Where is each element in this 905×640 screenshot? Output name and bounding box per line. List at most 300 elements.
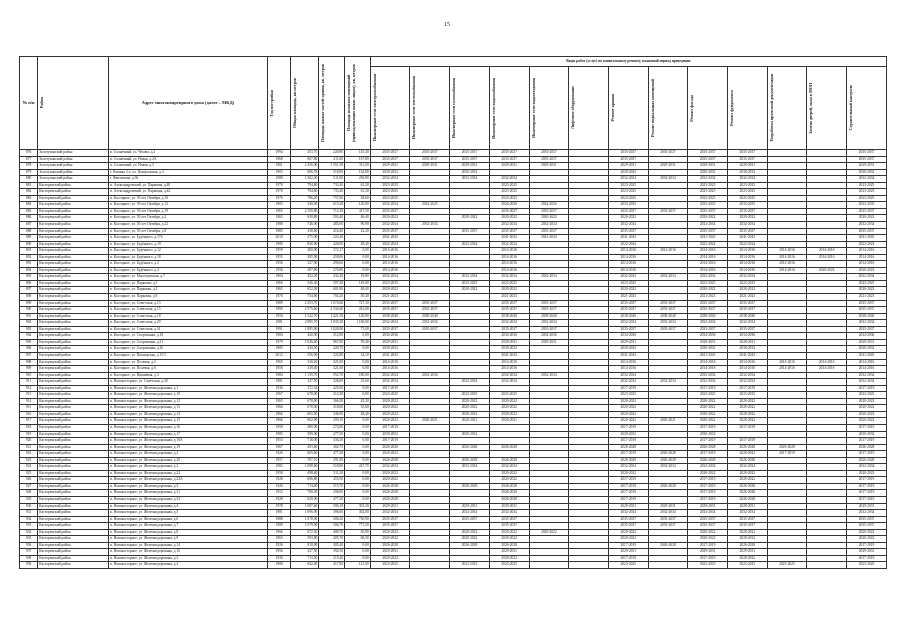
row-work-period-4: 2035-2037 (529, 150, 569, 157)
row-work-period-0: 2021-2023 (370, 294, 410, 301)
row-work-period-0: 2035-2037 (370, 523, 410, 530)
row-work-period-12: 2023-2025 (847, 195, 887, 202)
row-work-period-3: 2041-2043 (489, 352, 529, 359)
row-district: Касторенский район (38, 294, 109, 301)
row-nonliving-area: 0,00 (345, 451, 371, 458)
row-work-period-3: 2020-2022 (489, 529, 529, 536)
row-living-area: 477,20 (319, 451, 345, 458)
row-address: п. Новокасторное, ул. Советская, д.20 (109, 379, 268, 386)
row-nonliving-area: 61,20 (345, 189, 371, 196)
row-work-period-0: 2035-2037 (370, 150, 410, 157)
row-work-period-4: 2035-2037 (529, 307, 569, 314)
row-district: Касторенский район (38, 438, 109, 445)
row-district: Касторенский район (38, 280, 109, 287)
row-address: п. Касторное, ул. 50 лет Октября, д.22 (109, 222, 268, 229)
row-work-period-1: 2035-2037 (410, 300, 450, 307)
row-work-period-6: 2033-2035 (608, 202, 648, 209)
row-living-area: 432,40 (319, 274, 345, 281)
row-nonliving-area: 1 100,00 (345, 320, 371, 327)
row-num: 933 (20, 523, 38, 530)
row-nonliving-area: 0,00 (345, 254, 371, 261)
row-work-period-12: 2023-2025 (847, 392, 887, 399)
row-living-area: 455,50 (319, 477, 345, 484)
row-total-area: 1 079,00 (291, 523, 319, 530)
row-nonliving-area: 0,00 (345, 366, 371, 373)
row-num: 883 (20, 195, 38, 202)
row-work-period-2: 2032-2034 (450, 274, 490, 281)
row-work-period-8: 2029-2031 (688, 549, 728, 556)
row-work-period-9: 2014-2016 (727, 267, 767, 274)
row-total-area: 842,40 (291, 562, 319, 569)
row-work-period-0: 2032-2034 (370, 510, 410, 517)
row-work-period-12: 2017-2019 (847, 490, 887, 497)
row-work-period-6: 2017-2019 (608, 451, 648, 458)
row-work-period-12: 2026-2028 (847, 457, 887, 464)
row-num: 938 (20, 555, 38, 562)
row-work-period-2: 2020-2022 (450, 287, 490, 294)
row-num: 894 (20, 267, 38, 274)
row-work-period-12: 2020-2022 (847, 398, 887, 405)
row-living-area: 601,90 (319, 287, 345, 294)
row-living-area: 318,60 (319, 405, 345, 412)
row-work-period-2: 2026-2028 (450, 542, 490, 549)
header-work-5: Лифтовое оборудование (569, 67, 609, 150)
row-nonliving-area: 301,20 (345, 503, 371, 510)
row-living-area: 417,00 (319, 562, 345, 569)
row-total-area: 678,00 (291, 392, 319, 399)
row-work-period-9: 2023-2025 (727, 392, 767, 399)
row-address: п. Новокасторное, ул. Железнодорожная, д.12 (109, 398, 268, 405)
row-district: Касторенский район (38, 516, 109, 523)
row-address: п. Новокасторное, ул. Железнодорожная, д.31 (109, 490, 268, 497)
row-work-period-12: 2021-2023 (847, 294, 887, 301)
row-work-period-6: 2020-2022 (608, 398, 648, 405)
row-address: п. Касторное, ул. Будённого, д.18 (109, 254, 268, 261)
row-num: 928 (20, 490, 38, 497)
row-work-period-4 (529, 562, 569, 569)
row-work-period-2: 2026-2028 (450, 457, 490, 464)
row-work-period-12: 2023-2025 (847, 280, 887, 287)
header-work-10: Разработка проектной документации (767, 67, 807, 150)
row-num: 920 (20, 438, 38, 445)
row-year: 1988 (267, 516, 291, 523)
row-total-area: 794,60 (291, 182, 319, 189)
row-work-period-8: 2017-2019 (688, 555, 728, 562)
row-work-period-7: 2026-2028 (648, 457, 688, 464)
row-work-period-6: 2035-2037 (608, 300, 648, 307)
row-district: Касторенский район (38, 267, 109, 274)
row-work-period-3: 2020-2022 (489, 411, 529, 418)
row-total-area: 810,00 (291, 542, 319, 549)
row-work-period-2: 2020-2022 (450, 411, 490, 418)
row-living-area: 336,20 (319, 438, 345, 445)
row-total-area: 2 575,60 (291, 307, 319, 314)
row-work-period-0: 2035-2037 (370, 208, 410, 215)
row-total-area: 438,60 (291, 228, 319, 235)
row-num: 932 (20, 516, 38, 523)
row-nonliving-area: 35,60 (345, 405, 371, 412)
row-work-period-0: 2029-2031 (370, 503, 410, 510)
row-work-period-8: 2020-2022 (688, 398, 728, 405)
row-work-period-8: 2032-2034 (688, 274, 728, 281)
row-work-period-10: 2014-2016 (767, 261, 807, 268)
row-address: п. Новокасторное, ул. Железнодорожная, д.2 (109, 555, 268, 562)
row-nonliving-area: 417,50 (345, 208, 371, 215)
row-work-period-2: 2035-2037 (450, 156, 490, 163)
row-total-area: 420,00 (291, 333, 319, 340)
row-work-period-6: 2023-2025 (608, 280, 648, 287)
row-work-period-0: 2029-2031 (370, 549, 410, 556)
row-year: 1926 (267, 483, 291, 490)
row-work-period-8: 2020-2022 (688, 529, 728, 536)
row-work-period-2: 2032-2034 (450, 176, 490, 183)
row-address: п. Новокасторное, ул. Железнодорожная, д.7 (109, 523, 268, 530)
row-work-period-0: 2032-2034 (370, 320, 410, 327)
row-work-period-3: 2034-2036 (489, 333, 529, 340)
row-nonliving-area: 48,40 (345, 411, 371, 418)
row-work-period-3: 2023-2025 (489, 562, 529, 569)
row-work-period-6: 2014-2016 (608, 267, 648, 274)
row-work-period-3: 2029-2031 (489, 163, 529, 170)
row-work-period-6: 2032-2034 (608, 372, 648, 379)
row-nonliving-area: 60,30 (345, 536, 371, 543)
row-year: 1981 (267, 320, 291, 327)
header-work-12: Строительный контроль (847, 67, 887, 150)
row-work-period-12: 2029-2031 (847, 339, 887, 346)
row-work-period-6: 2023-2025 (608, 189, 648, 196)
row-work-period-9: 2035-2037 (727, 307, 767, 314)
row-address: п. Новокасторное, ул. Железнодорожная, д.33 (109, 496, 268, 503)
row-total-area: 452,20 (291, 274, 319, 281)
row-work-period-9: 2035-2037 (727, 300, 767, 307)
row-work-period-0: 2022-2024 (370, 241, 410, 248)
row-living-area: 305,40 (319, 542, 345, 549)
row-work-period-0: 2020-2022 (370, 529, 410, 536)
row-work-period-8: 2023-2025 (688, 189, 728, 196)
row-work-period-12: 2023-2025 (847, 189, 887, 196)
row-address: п. Касторное, ул. Спортивная, д.18 (109, 333, 268, 340)
row-num: 901 (20, 313, 38, 320)
row-work-period-3: 2038-2040 (489, 313, 529, 320)
row-work-period-0: 2023-2025 (370, 562, 410, 569)
row-work-period-7: 2026-2028 (648, 483, 688, 490)
row-year: 1968 (267, 156, 291, 163)
row-work-period-0: 2035-2037 (370, 300, 410, 307)
row-work-period-3: 2035-2037 (489, 150, 529, 157)
row-year: 1970 (267, 294, 291, 301)
row-year: 1926 (267, 542, 291, 549)
row-num: 929 (20, 496, 38, 503)
row-work-period-2: 2020-2022 (450, 529, 490, 536)
row-work-period-7: 2035-2037 (648, 523, 688, 530)
row-work-period-3: 2035-2037 (489, 516, 529, 523)
row-total-area: 1 087,40 (291, 503, 319, 510)
row-living-area: 372,37 (319, 248, 345, 255)
row-nonliving-area: 120,00 (345, 313, 371, 320)
row-district: Касторенский район (38, 320, 109, 327)
row-work-period-1: 2032-2034 (410, 320, 450, 327)
row-address: п. Касторное, ул. Советская, д.29 (109, 320, 268, 327)
row-work-period-3: 2026-2028 (489, 457, 529, 464)
row-num: 899 (20, 300, 38, 307)
row-work-period-12: 2020-2022 (847, 536, 887, 543)
row-district: Касторенский район (38, 405, 109, 412)
row-total-area: 867,80 (291, 156, 319, 163)
row-work-period-12: 2032-2034 (847, 464, 887, 471)
row-address: п. Новокасторное, ул. Железнодорожная, д.8 (109, 529, 268, 536)
row-total-area: 593,80 (291, 536, 319, 543)
row-nonliving-area: 0,00 (345, 392, 371, 399)
row-work-period-4: 2020-2022 (529, 529, 569, 536)
row-num: 925 (20, 470, 38, 477)
header-living-area: Площадь жилых частей здания, кв. метров (319, 57, 345, 150)
row-year: 1928 (267, 477, 291, 484)
row-district: Касторенский район (38, 222, 109, 229)
row-total-area: 707,10 (291, 457, 319, 464)
row-total-area: 407,60 (291, 267, 319, 274)
row-work-period-8: 2017-2019 (688, 542, 728, 549)
row-nonliving-area: 241,00 (345, 307, 371, 314)
row-address: п. Новокасторное, ул. Железнодорожная, д.22 (109, 470, 268, 477)
row-work-period-4: 2041-2043 (529, 235, 569, 242)
row-nonliving-area: 0,00 (345, 490, 371, 497)
row-work-period-12: 2020-2022 (847, 215, 887, 222)
header-nonliving-area: Площадь нежилых помещений (принадлежащих иным лицам), кв. метров (345, 57, 371, 150)
row-work-period-8: 2029-2031 (688, 163, 728, 170)
row-nonliving-area: 0,00 (345, 418, 371, 425)
row-district: Касторенский район (38, 202, 109, 209)
row-work-period-0: 2041-2043 (370, 235, 410, 242)
row-total-area: 285,90 (291, 254, 319, 261)
row-work-period-3: 2032-2034 (489, 510, 529, 517)
row-district: Касторенский район (38, 562, 109, 569)
row-work-period-9: 2020-2022 (727, 451, 767, 458)
row-total-area: 540,30 (291, 202, 319, 209)
row-total-area: 1 895,90 (291, 326, 319, 333)
row-work-period-9: 2035-2037 (727, 326, 767, 333)
row-total-area: 629,00 (291, 496, 319, 503)
row-nonliving-area: 0,00 (345, 424, 371, 431)
row-num: 907 (20, 352, 38, 359)
row-work-period-10: 2014-2016 (767, 366, 807, 373)
row-total-area: 652,30 (291, 287, 319, 294)
row-address: п. Касторное, ул. Мясоедовская, д.7 (109, 274, 268, 281)
row-work-period-0: 2023-2025 (370, 195, 410, 202)
row-address: п. Новокасторное, ул. Железнодорожная, д.5 (109, 510, 268, 517)
row-work-period-10: 2014-2016 (767, 254, 807, 261)
row-address: п. Новокасторное, ул. Железнодорожная, д.4 (109, 562, 268, 569)
row-year: 1965 (267, 287, 291, 294)
row-work-period-3: 2026-2028 (489, 483, 529, 490)
row-address: п. Касторное, ул. Спортивная, д.31 (109, 339, 268, 346)
row-work-period-8: 2023-2025 (688, 562, 728, 569)
row-work-period-3: 2014-2016 (489, 366, 529, 373)
row-district: Касторенский район (38, 352, 109, 359)
row-work-period-6: 2026-2028 (608, 444, 648, 451)
row-total-area: 2 353,70 (291, 300, 319, 307)
header-work-11: Замена дверей, окон в МОП (807, 67, 847, 150)
header-work-9: Ремонт фундамента (727, 67, 767, 150)
row-num: 919 (20, 431, 38, 438)
row-work-period-8: 2035-2037 (688, 150, 728, 157)
row-nonliving-area: 0,00 (345, 457, 371, 464)
row-work-period-4: 2035-2037 (529, 300, 569, 307)
row-total-area: 327,50 (291, 379, 319, 386)
row-year: 1985 (267, 346, 291, 353)
row-work-period-8: 2017-2019 (688, 483, 728, 490)
row-address: п. Касторное, ул. Спортивная, д.26 (109, 346, 268, 353)
row-num: 889 (20, 235, 38, 242)
row-year: 1965 (267, 169, 291, 176)
row-year: 1981 (267, 379, 291, 386)
row-work-period-6: 2029-2031 (608, 163, 648, 170)
row-work-period-0: 2017-2019 (370, 438, 410, 445)
row-total-area: 546,40 (291, 280, 319, 287)
row-work-period-6: 2020-2022 (608, 470, 648, 477)
row-work-period-3: 2021-2023 (489, 294, 529, 301)
row-living-area: 518,80 (319, 464, 345, 471)
row-total-area: 1 026,40 (291, 339, 319, 346)
row-year: 1985 (267, 431, 291, 438)
row-district: Касторенский район (38, 470, 109, 477)
row-work-period-6: 2032-2034 (608, 320, 648, 327)
row-living-area: 299,10 (319, 418, 345, 425)
row-district: Касторенский район (38, 398, 109, 405)
row-work-period-3: 2035-2037 (489, 326, 529, 333)
row-work-period-3: 2023-2025 (489, 195, 529, 202)
row-work-period-6: 2014-2016 (608, 261, 648, 268)
row-work-period-0: 2034-2036 (370, 333, 410, 340)
row-work-period-4: 2032-2034 (529, 222, 569, 229)
row-work-period-12: 2029-2031 (847, 549, 887, 556)
row-work-period-7 (648, 562, 688, 569)
row-work-period-0: 2020-2022 (370, 398, 410, 405)
row-year: 1958 (267, 424, 291, 431)
row-work-period-3: 2023-2025 (489, 182, 529, 189)
header-work-6: Ремонт крыши (608, 67, 648, 150)
row-work-period-7: 2032-2034 (648, 379, 688, 386)
row-living-area: 511,00 (319, 176, 345, 183)
row-num: 882 (20, 189, 38, 196)
row-work-period-9: 2014-2016 (727, 254, 767, 261)
row-num: 936 (20, 542, 38, 549)
row-district: Касторенский район (38, 228, 109, 235)
row-work-period-0: 2035-2037 (370, 156, 410, 163)
row-work-period-8: 2023-2025 (688, 280, 728, 287)
row-work-period-6: 2017-2019 (608, 483, 648, 490)
row-district: Касторенский район (38, 248, 109, 255)
row-work-period-9: 2026-2028 (727, 490, 767, 497)
row-work-period-7: 2029-2031 (648, 163, 688, 170)
row-year: 1928 (267, 496, 291, 503)
row-work-period-12: 2034-2036 (847, 333, 887, 340)
row-work-period-6: 2035-2037 (608, 228, 648, 235)
row-year: 1967 (267, 444, 291, 451)
row-work-period-9: 2035-2037 (727, 516, 767, 523)
row-year: 1953 (267, 438, 291, 445)
row-district: Касторенский район (38, 287, 109, 294)
row-num: 930 (20, 503, 38, 510)
row-work-period-9: 2020-2022 (727, 418, 767, 425)
row-total-area: 746,00 (291, 222, 319, 229)
row-year: 1990 (267, 307, 291, 314)
row-work-period-2: 2035-2037 (450, 516, 490, 523)
row-work-period-3: 2029-2031 (489, 549, 529, 556)
row-living-area: 1 351,50 (319, 163, 345, 170)
row-work-period-2: 2026-2028 (450, 444, 490, 451)
row-work-period-1: 2035-2037 (410, 326, 450, 333)
row-work-period-9: 2029-2031 (727, 503, 767, 510)
row-work-period-4: 2024-2026 (529, 202, 569, 209)
row-work-period-3: 2035-2037 (489, 156, 529, 163)
row-work-period-3: 2020-2022 (489, 536, 529, 543)
row-num: 913 (20, 392, 38, 399)
row-work-period-12: 2022-2024 (847, 241, 887, 248)
row-work-period-6: 2032-2034 (608, 379, 648, 386)
row-nonliving-area: 75,00 (345, 326, 371, 333)
row-work-period-6: 2014-2016 (608, 359, 648, 366)
header-work-0: Инженерные сети электроснабжения (370, 67, 410, 150)
row-work-period-0: 2035-2037 (370, 307, 410, 314)
row-living-area: 276,80 (319, 267, 345, 274)
row-total-area: 275,00 (291, 235, 319, 242)
row-work-period-8: 2014-2016 (688, 359, 728, 366)
row-total-area: 840,00 (291, 241, 319, 248)
row-work-period-3: 2035-2037 (489, 300, 529, 307)
row-work-period-6: 2017-2019 (608, 496, 648, 503)
row-num: 892 (20, 254, 38, 261)
header-year: Год постройки (267, 57, 291, 150)
row-total-area: 678,00 (291, 405, 319, 412)
row-total-area: 493,60 (291, 444, 319, 451)
row-work-period-8: 2032-2034 (688, 320, 728, 327)
row-work-period-0: 2023-2025 (370, 392, 410, 399)
row-district: Касторенский район (38, 333, 109, 340)
row-work-period-9: 2020-2022 (727, 398, 767, 405)
row-work-period-2: 2022-2024 (450, 241, 490, 248)
row-work-period-8: 2035-2037 (688, 326, 728, 333)
row-num: 891 (20, 248, 38, 255)
row-work-period-0: 2032-2034 (370, 274, 410, 281)
row-work-period-9: 2023-2025 (727, 562, 767, 569)
row-work-period-1: 2023-2025 (410, 202, 450, 209)
row-work-period-7: 2035-2037 (648, 326, 688, 333)
row-district: Касторенский район (38, 431, 109, 438)
row-nonliving-area: 771,50 (345, 523, 371, 530)
row-year: 1936 (267, 385, 291, 392)
row-work-period-9: 2038-2040 (727, 313, 767, 320)
row-num: 911 (20, 379, 38, 386)
row-nonliving-area: 167,80 (345, 156, 371, 163)
row-num: 918 (20, 424, 38, 431)
row-work-period-9: 2041-2043 (727, 235, 767, 242)
row-district: Золотухинский район (38, 150, 109, 157)
row-work-period-3: 2023-2025 (489, 280, 529, 287)
row-year: 1969 (267, 280, 291, 287)
row-living-area: 712,30 (319, 208, 345, 215)
row-year: 2012 (267, 352, 291, 359)
row-work-period-4: 2035-2037 (529, 208, 569, 215)
row-work-period-8: 2032-2034 (688, 379, 728, 386)
row-work-period-8: 2035-2037 (688, 307, 728, 314)
row-work-period-8: 2035-2037 (688, 300, 728, 307)
row-living-area: 425,00 (319, 385, 345, 392)
row-total-area: 1 096,90 (291, 510, 319, 517)
row-address: п. Касторное, ул. Будённого, д.4 (109, 267, 268, 274)
row-work-period-0: 2020-2022 (370, 215, 410, 222)
row-work-period-9: 2035-2037 (727, 523, 767, 530)
row-year: 1980 (267, 241, 291, 248)
